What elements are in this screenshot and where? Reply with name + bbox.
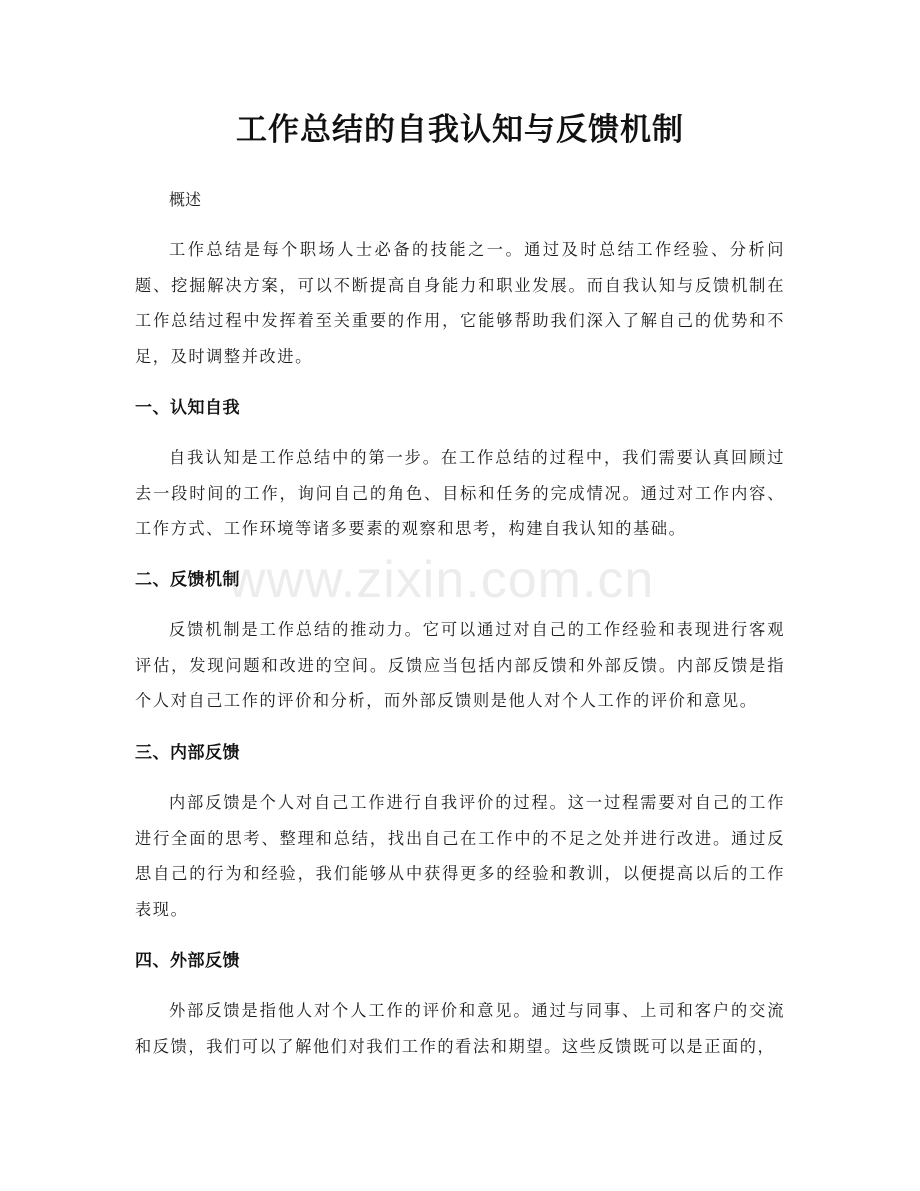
overview-label: 概述: [169, 190, 202, 209]
section-heading-2: 二、反馈机制: [135, 570, 240, 590]
section-heading-1: 一、认知自我: [135, 398, 240, 418]
section-heading-3: 三、内部反馈: [135, 743, 240, 763]
section-body-2: 反馈机制是工作总结的推动力。它可以通过对自己的工作经验和表现进行客观评估，发现问题和改进的空间。反馈应当包括内部反馈和外部反馈。内部反馈是指个人对自己工作的评价和分析，而外部反馈则是他人对个人工作的评价和意见。: [135, 620, 785, 710]
section-heading-4: 四、外部反馈: [135, 951, 240, 971]
section-body-4: 外部反馈是指他人对个人工作的评价和意见。通过与同事、上司和客户的交流和反馈，我们可以了解他们对我们工作的看法和期望。这些反馈既可以是正面的，: [135, 1001, 785, 1056]
intro-paragraph: 工作总结是每个职场人士必备的技能之一。通过及时总结工作经验、分析问题、挖掘解决方案，可以不断提高自身能力和职业发展。而自我认知与反馈机制在工作总结过程中发挥着至关重要的作用，它能够帮助我们深入了解自己的优势和不足，及时调整并改进。: [135, 240, 785, 366]
document-title: 工作总结的自我认知与反馈机制: [236, 112, 684, 148]
section-body-3: 内部反馈是个人对自己工作进行自我评价的过程。这一过程需要对自己的工作进行全面的思考、整理和总结，找出自己在工作中的不足之处并进行改进。通过反思自己的行为和经验，我们能够从中获得更多的经验和教训，以便提高以后的工作表现。: [135, 793, 785, 919]
section-body-1: 自我认知是工作总结中的第一步。在工作总结的过程中，我们需要认真回顾过去一段时间的工作，询问自己的角色、目标和任务的完成情况。通过对工作内容、工作方式、工作环境等诸多要素的观察和思考，构建自我认知的基础。: [135, 448, 785, 538]
watermark: www.zixin.com.cn: [228, 551, 655, 609]
